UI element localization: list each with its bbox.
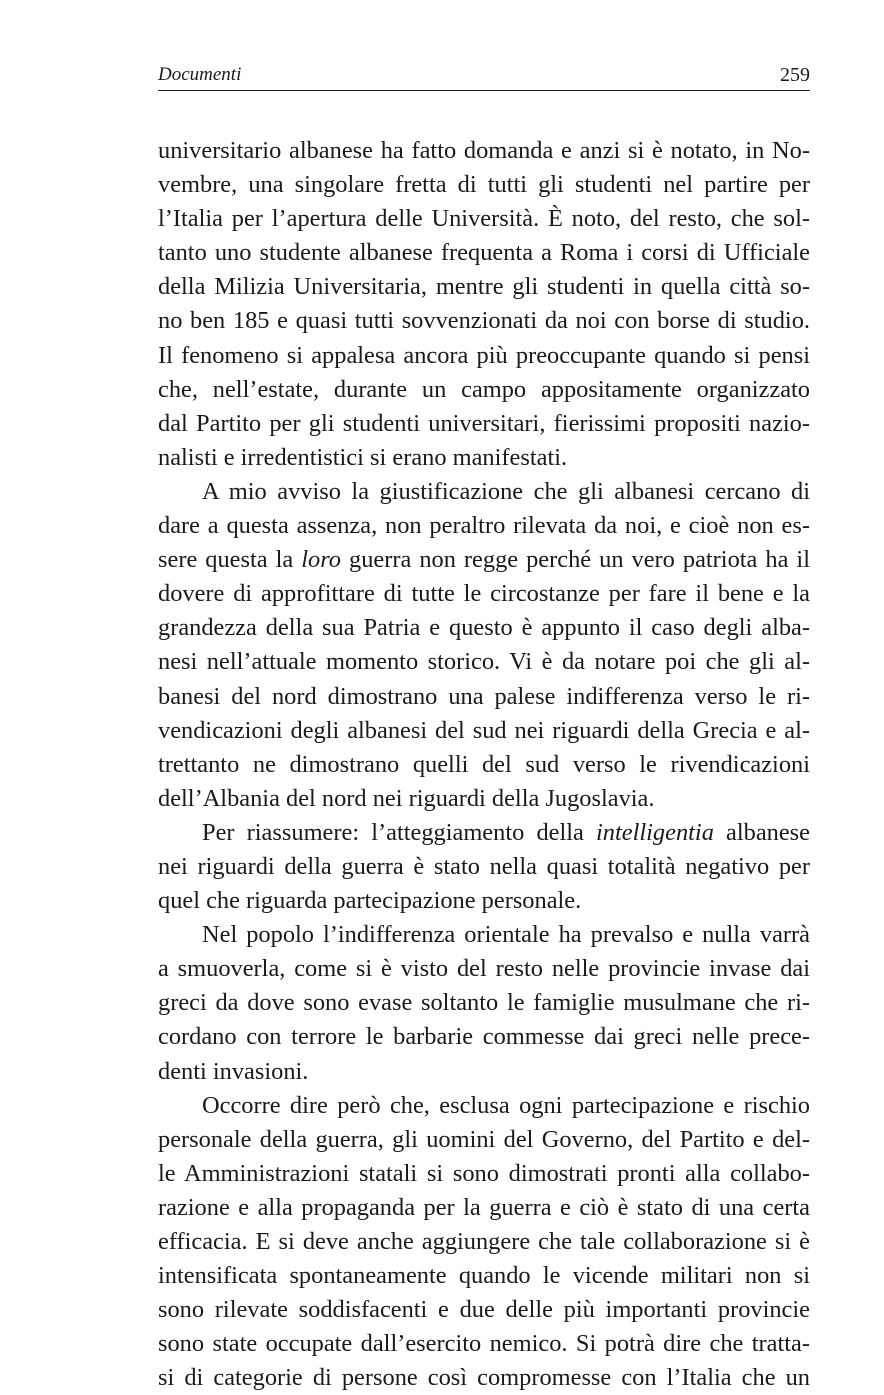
text-line: sono state occupate dall’esercito nemico. Si potrà dire che tratta- [158, 1330, 810, 1358]
text-line: vendicazioni degli albanesi del sud nei riguardi della Grecia e al- [158, 716, 810, 744]
text-line: greci da dove sono evase soltanto le famiglie musulmane che ri- [158, 989, 810, 1017]
text-line: A mio avviso la giustificazione che gli albanesi cercano di [202, 477, 810, 505]
text-line: che, nell’estate, durante un campo appositamente organizzato [158, 375, 810, 403]
page-header [158, 62, 810, 91]
text-line: no ben 185 e quasi tutti sovvenzionati da noi con borse di studio. [158, 307, 810, 335]
paragraph [158, 816, 810, 918]
text-line: si di categorie di persone così compromesse con l’Italia che un [158, 1364, 810, 1392]
text-line: sono rilevate soddisfacenti e due delle più importanti provincie [158, 1296, 810, 1324]
text-line: banesi del nord dimostrano una palese indifferenza verso le ri- [158, 682, 810, 710]
paragraph [158, 475, 810, 816]
paragraph [158, 1089, 810, 1395]
text-line: universitario albanese ha fatto domanda e anzi si è notato, in No- [158, 137, 810, 164]
text-line: razione e alla propaganda per la guerra e ciò è stato di una certa [158, 1193, 810, 1221]
text-line: nei riguardi della guerra è stato nella quasi totalità negativo per [158, 852, 810, 880]
text-line: quel che riguarda partecipazione personale. [158, 887, 582, 915]
page-number: 259 [780, 64, 810, 86]
text-line: personale della guerra, gli uomini del Governo, del Partito e del- [158, 1125, 810, 1153]
text-line: Nel popolo l’indifferenza orientale ha prevalso e nulla varrà [202, 921, 810, 949]
text-line: cordano con terrore le barbarie commesse dai greci nelle prece- [158, 1023, 810, 1051]
text-line: intensificata spontaneamente quando le vicende militari non si [158, 1262, 810, 1290]
text-line: dovere di approfittare di tutte le circostanze per fare il bene e la [158, 580, 810, 608]
text-line: della Milizia Universitaria, mentre gli studenti in quella città so- [158, 273, 810, 301]
running-head: Documenti [158, 64, 242, 85]
text-line: dal Partito per gli studenti universitari, fierissimi propositi nazio- [158, 409, 810, 437]
text-line: Occorre dire però che, esclusa ogni partecipazione e rischio [202, 1091, 810, 1119]
text-line: a smuoverla, come si è visto del resto nelle provincie invase dai [158, 955, 810, 983]
text-line: efficacia. E si deve anche aggiungere che tale collaborazione si è [158, 1228, 810, 1255]
text-line: vembre, una singolare fretta di tutti gli studenti nel partire per [158, 171, 810, 199]
italic-term: intelligentia [596, 818, 714, 846]
text-line: l’Italia per l’apertura delle Università. È noto, del resto, che sol- [158, 205, 810, 233]
text-line: grandezza della sua Patria e questo è appunto il caso degli alba- [158, 614, 810, 642]
text-line: le Amministrazioni statali si sono dimostrati pronti alla collabo- [158, 1159, 810, 1187]
paragraph [158, 918, 810, 1088]
paragraph [158, 134, 810, 475]
text-line: dare a questa assenza, non peraltro rilevata da noi, e cioè non es- [158, 512, 810, 540]
text-line: dell’Albania del nord nei riguardi della Jugoslavia. [158, 784, 655, 812]
text-line: sere questa la loro guerra non regge perché un vero patriota ha il [158, 546, 810, 574]
text-line: nesi nell’attuale momento storico. Vi è da notare poi che gli al- [158, 648, 810, 676]
text-line: trettanto ne dimostrano quelli del sud verso le rivendicazioni [158, 750, 810, 778]
text-line: Per riassumere: l’atteggiamento della intelligentia albanese [202, 818, 811, 846]
italic-term: loro [301, 546, 341, 574]
text-line: tanto uno studente albanese frequenta a Roma i corsi di Ufficiale [158, 239, 810, 267]
text-line: nalisti e irredentistici si erano manifestati. [158, 443, 568, 471]
text-line: denti invasioni. [158, 1057, 309, 1085]
body-text [158, 134, 810, 1395]
text-line: Il fenomeno si appalesa ancora più preoccupante quando si pensi [158, 341, 810, 369]
